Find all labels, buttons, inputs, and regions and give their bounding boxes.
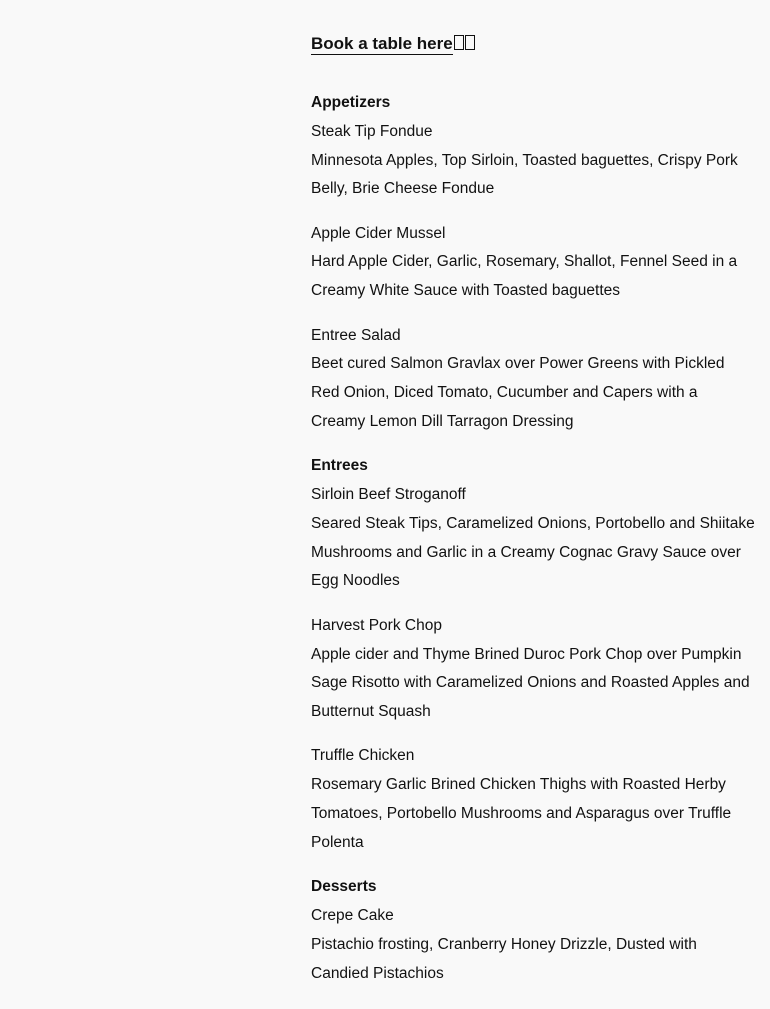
menu-item — [311, 322, 756, 437]
section-title: Entrees — [311, 457, 368, 475]
menu-item — [311, 902, 756, 988]
section-title: Appetizers — [311, 94, 391, 111]
dish-name: Sirloin Beef Stroganoff — [311, 486, 466, 504]
dish-name: Harvest Pork Chop — [311, 616, 442, 634]
dish-description: Seared Steak Tips, Caramelized Onions, Portobello and Shiitake Mushrooms and Garlic in a Creamy Cognac Gravy Sauce over Egg Noodles — [311, 514, 755, 590]
book-table-link[interactable]: Book a table here — [311, 34, 453, 53]
section-appetizers — [311, 89, 756, 437]
dish-name: Entree Salad — [311, 326, 401, 344]
dish-description: Pistachio frosting, Cranberry Honey Drizzle, Dusted with Candied Pistachios — [311, 935, 697, 982]
booking-row — [311, 30, 756, 58]
section-entrees — [311, 452, 756, 857]
dish-name: Truffle Chicken — [311, 747, 415, 765]
menu-item — [311, 220, 756, 306]
dish-description: Minnesota Apples, Top Sirloin, Toasted baguettes, Crispy Pork Belly, Brie Cheese Fondue — [311, 151, 738, 198]
dish-name: Steak Tip Fondue — [311, 122, 433, 140]
unrendered-glyph-icons — [453, 30, 475, 58]
dish-name: Apple Cider Mussel — [311, 224, 446, 242]
menu-item — [311, 612, 756, 727]
menu-item — [311, 742, 756, 857]
section-desserts — [311, 873, 756, 988]
menu-item — [311, 118, 756, 204]
dish-description: Beet cured Salmon Gravlax over Power Greens with Pickled Red Onion, Diced Tomato, Cucumber and Capers with a Creamy Lemon Dill Tarragon Dressing — [311, 355, 725, 430]
section-title: Desserts — [311, 878, 377, 896]
dish-description: Hard Apple Cider, Garlic, Rosemary, Shallot, Fennel Seed in a Creamy White Sauce with Toasted baguettes — [311, 253, 738, 300]
dish-name: Crepe Cake — [311, 906, 394, 924]
menu-content — [311, 30, 756, 1004]
menu-item — [311, 481, 756, 596]
dish-description: Rosemary Garlic Brined Chicken Thighs with Roasted Herby Tomatoes, Portobello Mushrooms and Asparagus over Truffle Polenta — [311, 776, 732, 851]
dish-description: Apple cider and Thyme Brined Duroc Pork Chop over Pumpkin Sage Risotto with Caramelized Onions and Roasted Apples and Butternut Squash — [311, 645, 750, 721]
